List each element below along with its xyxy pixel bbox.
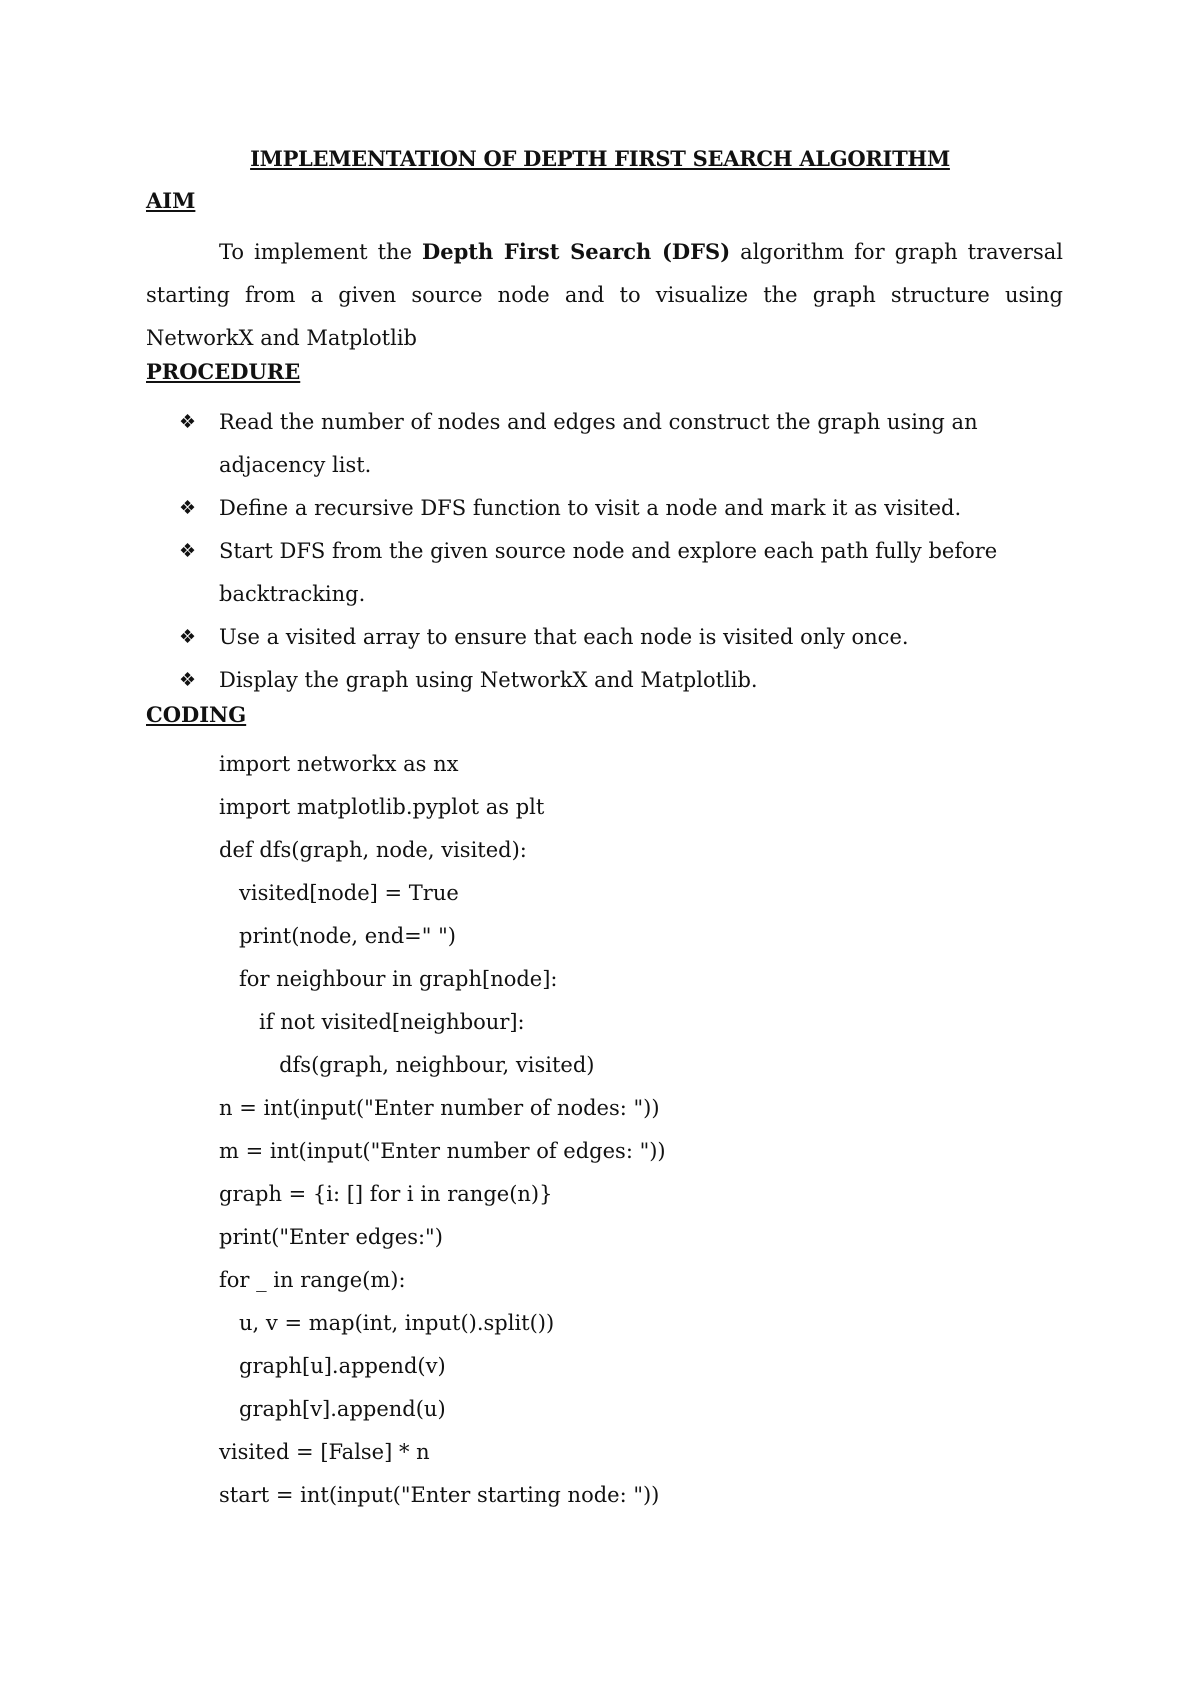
aim-heading: AIM	[146, 188, 196, 213]
code-line: m = int(input("Enter number of edges: "))	[219, 1139, 666, 1163]
code-line: dfs(graph, neighbour, visited)	[219, 1053, 595, 1077]
procedure-item	[146, 530, 1063, 616]
aim-text-bold: Depth First Search (DFS)	[422, 239, 731, 264]
code-block	[219, 743, 666, 1517]
procedure-heading: PROCEDURE	[146, 359, 301, 384]
page-title: IMPLEMENTATION OF DEPTH FIRST SEARCH ALGORITHM	[250, 146, 950, 171]
code-line: graph = {i: [] for i in range(n)}	[219, 1182, 553, 1206]
diamond-bullet-icon: ❖	[179, 497, 197, 519]
procedure-item-text: Define a recursive DFS function to visit a node and mark it as visited.	[219, 496, 962, 520]
code-line: graph[v].append(u)	[219, 1397, 446, 1421]
code-line: n = int(input("Enter number of nodes: "))	[219, 1096, 660, 1120]
code-line: import matplotlib.pyplot as plt	[219, 795, 545, 819]
code-line: for _ in range(m):	[219, 1268, 406, 1292]
code-line: u, v = map(int, input().split())	[219, 1311, 555, 1335]
diamond-bullet-icon: ❖	[179, 626, 197, 648]
procedure-item	[146, 401, 1063, 487]
code-line: def dfs(graph, node, visited):	[219, 838, 527, 862]
code-line: if not visited[neighbour]:	[219, 1010, 525, 1034]
diamond-bullet-icon: ❖	[179, 669, 197, 691]
procedure-item-text: Start DFS from the given source node and explore each path fully before backtracking.	[219, 539, 998, 606]
aim-text-before: To implement the	[219, 240, 423, 264]
aim-paragraph	[146, 230, 1063, 360]
procedure-item-text: Read the number of nodes and edges and construct the graph using an adjacency list.	[219, 410, 978, 477]
procedure-item	[146, 487, 1063, 530]
aim-text-after: algorithm for graph traversal starting from a given source node and to visualize the graph structure using NetworkX and Matplotlib	[146, 240, 1063, 350]
procedure-item-text: Use a visited array to ensure that each node is visited only once.	[219, 625, 909, 649]
procedure-item-text: Display the graph using NetworkX and Matplotlib.	[219, 668, 758, 692]
code-line: print(node, end=" ")	[219, 924, 456, 948]
code-line: graph[u].append(v)	[219, 1354, 446, 1378]
code-line: print("Enter edges:")	[219, 1225, 443, 1249]
procedure-item	[146, 659, 1063, 702]
coding-heading: CODING	[146, 702, 247, 727]
code-line: for neighbour in graph[node]:	[219, 967, 558, 991]
code-line: start = int(input("Enter starting node: "))	[219, 1483, 660, 1507]
procedure-list	[146, 401, 1063, 702]
code-line: visited[node] = True	[219, 881, 459, 905]
code-line: visited = [False] * n	[219, 1440, 430, 1464]
code-line: import networkx as nx	[219, 752, 459, 776]
diamond-bullet-icon: ❖	[179, 540, 197, 562]
procedure-item	[146, 616, 1063, 659]
diamond-bullet-icon: ❖	[179, 411, 197, 433]
